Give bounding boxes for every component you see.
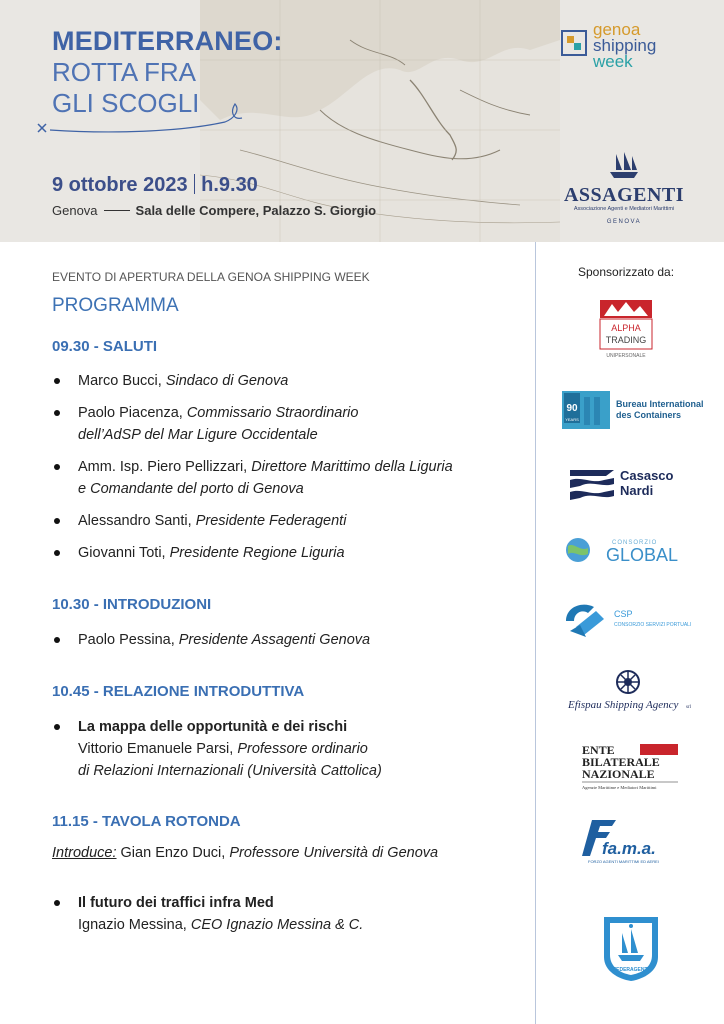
assagenti-city: GENOVA bbox=[606, 219, 642, 225]
list-item bbox=[52, 892, 522, 936]
talk-topic: Il futuro dei traffici infra Med bbox=[78, 895, 274, 911]
bic-line1: Bureau International bbox=[616, 399, 704, 409]
speaker-role: Sindaco di Genova bbox=[165, 373, 289, 389]
assagenti-subtitle: Associazione Agenti e Mediatori Marittimi bbox=[573, 206, 675, 212]
speaker-role: Presidente Federagenti bbox=[195, 513, 347, 529]
global-small: CONSORZIO bbox=[612, 540, 658, 546]
gsw-line-3: week bbox=[593, 52, 633, 71]
event-venue bbox=[52, 203, 376, 218]
fama-logo bbox=[556, 812, 706, 866]
date-text: 9 ottobre 2023 bbox=[52, 174, 188, 196]
speaker-role: Direttore Marittimo della Liguria bbox=[251, 459, 453, 475]
speaker-role: Professore ordinario bbox=[237, 741, 368, 757]
title-line-3: GLI SCOGLI bbox=[52, 88, 200, 118]
speaker-role: Presidente Regione Liguria bbox=[169, 545, 345, 561]
speaker-role-cont: dell’AdSP del Mar Ligure Occidentale bbox=[78, 427, 318, 443]
efispau-logo bbox=[556, 666, 706, 716]
relazione-list bbox=[52, 716, 522, 792]
moderator-name: Gian Enzo Duci, bbox=[120, 845, 226, 861]
bic-years: YEARS bbox=[565, 417, 579, 422]
venue-name: Sala delle Compere, Palazzo S. Giorgio bbox=[135, 203, 377, 218]
list-item bbox=[52, 402, 522, 446]
assagenti-logo bbox=[560, 150, 688, 225]
program-heading: PROGRAMMA bbox=[52, 295, 179, 316]
alpha-line3: UNIPERSONALE bbox=[606, 353, 646, 359]
date-separator bbox=[194, 174, 196, 194]
speaker-name: Amm. Isp. Piero Pellizzari, bbox=[78, 459, 248, 475]
list-item bbox=[52, 456, 522, 500]
moderator-role: Professore Università di Genova bbox=[229, 845, 439, 861]
saluti-list bbox=[52, 370, 522, 574]
genoa-shipping-week-logo bbox=[561, 22, 701, 82]
speaker-role: CEO Ignazio Messina & C. bbox=[190, 917, 364, 933]
ente-line2: BILATERALE bbox=[582, 755, 660, 769]
talk-topic: La mappa delle opportunità e dei rischi bbox=[78, 719, 348, 735]
introduce-label: Introduce: bbox=[52, 845, 117, 861]
efispau-name: Efispau Shipping Agency bbox=[568, 699, 679, 711]
fama-name: fa.m.a. bbox=[602, 839, 656, 858]
federagenti-logo bbox=[556, 913, 706, 983]
speaker-name: Alessandro Santi, bbox=[78, 513, 192, 529]
section-title-tavola-rotonda: 11.15 - TAVOLA ROTONDA bbox=[52, 813, 241, 830]
csp-logo bbox=[556, 597, 706, 641]
program-column bbox=[0, 242, 535, 1024]
speaker-role-cont: e Comandante del porto di Genova bbox=[78, 481, 304, 497]
speaker-role: Presidente Assagenti Genova bbox=[178, 632, 371, 648]
event-date bbox=[52, 174, 258, 197]
csp-name: CSP bbox=[614, 609, 633, 619]
list-item bbox=[52, 542, 522, 564]
title-line-2: ROTTA FRA bbox=[52, 57, 196, 87]
column-divider bbox=[535, 242, 536, 1024]
section-title-saluti: 09.30 - SALUTI bbox=[52, 338, 158, 355]
global-big: GLOBAL bbox=[606, 545, 679, 565]
federagenti-name: FEDERAGENTI bbox=[613, 967, 649, 973]
ente-line3: NAZIONALE bbox=[582, 767, 655, 781]
casasco-nardi-logo bbox=[556, 460, 706, 502]
title-line-1: MEDITERRANEO: bbox=[52, 26, 283, 56]
section-title-relazione: 10.45 - RELAZIONE INTRODUTTIVA bbox=[52, 683, 305, 700]
sponsors-title: Sponsorizzato da: bbox=[578, 265, 675, 279]
consorzio-global-logo bbox=[556, 530, 706, 570]
list-item bbox=[52, 510, 522, 532]
speaker-name: Ignazio Messina, bbox=[78, 917, 187, 933]
list-item bbox=[52, 716, 522, 782]
section-title-introduzioni: 10.30 - INTRODUZIONI bbox=[52, 596, 212, 613]
ente-sub: Agenzie Marittime e Mediatori Marittimi bbox=[582, 785, 657, 790]
introduzioni-list bbox=[52, 629, 522, 661]
casasco-line2: Nardi bbox=[620, 483, 654, 498]
alpha-trading-logo bbox=[556, 298, 706, 360]
bic-badge: 90 bbox=[566, 403, 578, 414]
moderator-line bbox=[52, 845, 438, 861]
decorative-squiggle-icon bbox=[30, 92, 250, 142]
sailing-ship-icon bbox=[604, 150, 644, 180]
fama-sub: FORZO AGENTI MARITTIMI ED AEREI bbox=[588, 859, 659, 864]
speaker-name: Paolo Pessina, bbox=[78, 632, 175, 648]
event-label: EVENTO DI APERTURA DELLA GENOA SHIPPING WEEK bbox=[52, 270, 370, 284]
venue-dash bbox=[104, 210, 130, 211]
csp-sub: CONSORZIO SERVIZI PORTUALI bbox=[614, 622, 692, 628]
venue-city: Genova bbox=[52, 203, 98, 218]
time-text: h.9.30 bbox=[201, 174, 258, 196]
list-item bbox=[52, 629, 522, 651]
speaker-role: Commissario Straordinario bbox=[186, 405, 359, 421]
assagenti-name: ASSAGENTI bbox=[563, 184, 685, 206]
speaker-name: Paolo Piacenza, bbox=[78, 405, 183, 421]
tavola-rotonda-list bbox=[52, 892, 522, 946]
list-item bbox=[52, 370, 522, 392]
casasco-line1: Casasco bbox=[620, 468, 674, 483]
speaker-name: Marco Bucci, bbox=[78, 373, 162, 389]
speaker-name: Vittorio Emanuele Parsi, bbox=[78, 741, 234, 757]
bic-line2: des Containers bbox=[616, 410, 682, 420]
ente-line1: ENTE bbox=[582, 743, 615, 757]
efispau-suffix: srl bbox=[686, 705, 691, 710]
header-banner bbox=[0, 0, 724, 242]
alpha-line1: ALPHA bbox=[611, 323, 641, 333]
speaker-name: Giovanni Toti, bbox=[78, 545, 166, 561]
speaker-role-cont: di Relazioni Internazionali (Università Cattolica) bbox=[78, 763, 382, 779]
bic-logo bbox=[556, 385, 706, 431]
gsw-squares-icon bbox=[561, 30, 587, 56]
gsw-line-1: genoa bbox=[593, 20, 641, 39]
gsw-line-2: shipping bbox=[593, 36, 657, 55]
ente-bilaterale-logo bbox=[556, 738, 706, 794]
alpha-line2: TRADING bbox=[605, 335, 647, 345]
